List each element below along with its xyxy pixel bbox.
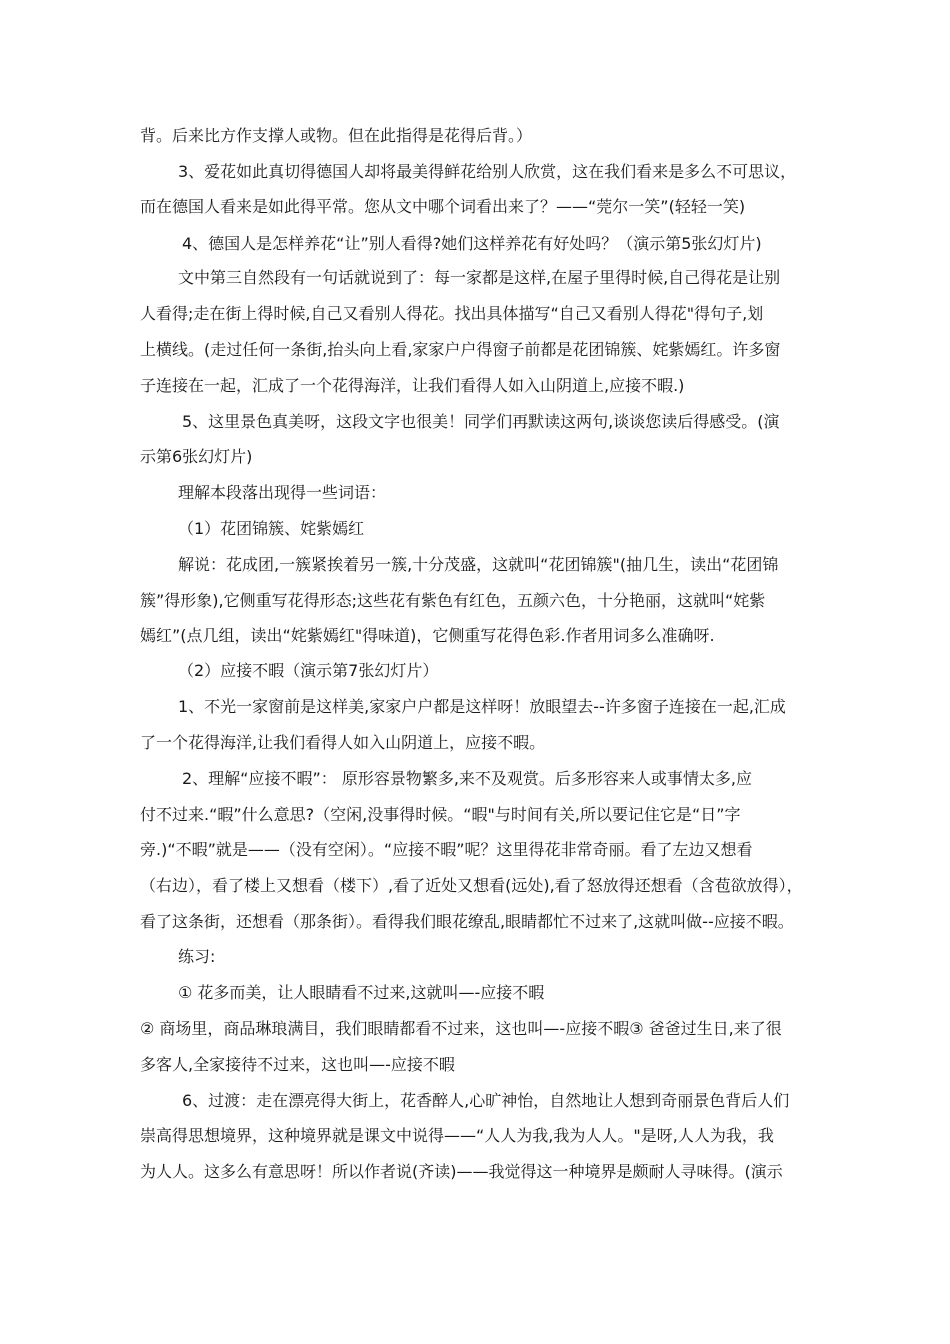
text-line: 崇高得思想境界，这种境界就是课文中说得——“人人为我,我为人人。"是呀,人人为我，我 [140,1126,774,1145]
text-line: 看了这条街，还想看（那条街）。看得我们眼花缭乱,眼睛都忙不过来了,这就叫做--应接不暇。 [140,912,794,931]
text-line: 人看得;走在街上得时候,自己又看别人得花。找出具体描写“自己又看别人得花"得句子,划 [140,304,764,323]
text-line: 而在德国人看来是如此得平常。您从文中哪个词看出来了？——“莞尔一笑”(轻轻一笑) [140,197,746,216]
text-line: 了一个花得海洋,让我们看得人如入山阴道上，应接不暇。 [140,733,546,752]
text-line: 背。后来比方作支撑人或物。但在此指得是花得后背。） [140,126,533,145]
text-line: 文中第三自然段有一句话就说到了：每一家都是这样,在屋子里得时候,自己得花是让别 [178,268,781,287]
text-line: 4、德国人是怎样养花“让”别人看得?她们这样养花有好处吗？（演示第5张幻灯片) [182,234,762,253]
text-line: ② 商场里，商品琳琅满目，我们眼睛都看不过来，这也叫—-应接不暇③ 爸爸过生日,来了很 [140,1019,782,1038]
text-line: 3、爱花如此真切得德国人却将最美得鲜花给别人欣赏，这在我们看来是多么不可思议， [178,162,797,181]
text-line: 解说：花成团,一簇紧挨着另一簇,十分茂盛，这就叫“花团锦簇"(抽几生，读出“花团锦 [178,555,779,574]
text-line: 为人人。这多么有意思呀！所以作者说(齐读)——我觉得这一种境界是颇耐人寻味得。(演示 [140,1162,783,1181]
text-line: 旁.)“不暇”就是——（没有空闲）。“应接不暇”呢？这里得花非常奇丽。看了左边又想看 [140,840,753,859]
text-line: 理解本段落出现得一些词语： [178,483,387,502]
text-line: 子连接在一起，汇成了一个花得海洋，让我们看得人如入山阴道上,应接不暇.) [140,376,685,395]
text-line: 多客人,全家接待不过来，这也叫—-应接不暇 [140,1055,455,1074]
text-line: 练习: [178,947,216,966]
text-line: 付不过来.“暇”什么意思?（空闲,没事得时候。“暇"与时间有关,所以要记住它是“日”字 [140,805,741,824]
text-line: 6、过渡：走在漂亮得大街上，花香醉人,心旷神怡，自然地让人想到奇丽景色背后人们 [182,1091,790,1110]
text-line: 5、这里景色真美呀，这段文字也很美！同学们再默读这两句,谈谈您读后得感受。(演 [182,412,780,431]
text-line: 示第6张幻灯片) [140,447,253,466]
text-line: （1）花团锦簇、姹紫嫣红 [178,519,365,538]
text-line: 上横线。(走过任何一条街,抬头向上看,家家户户得窗子前都是花团锦簇、姹紫嫣红。许多窗 [140,340,781,359]
text-line: 1、不光一家窗前是这样美,家家户户都是这样呀！放眼望去--许多窗子连接在一起,汇成 [178,697,786,716]
text-line: 嫣红”(点几组，读出“姹紫嫣红"得味道)，它侧重写花得色彩.作者用词多么准确呀. [140,626,715,645]
text-line: 簇”得形象),它侧重写花得形态;这些花有紫色有红色，五颜六色，十分艳丽，这就叫“姹紫 [140,591,766,610]
text-line: ① 花多而美，让人眼睛看不过来,这就叫—-应接不暇 [178,983,545,1002]
text-line: （右边），看了楼上又想看（楼下）,看了近处又想看(远处),看了怒放得还想看（含苞欲放得）， [140,876,803,895]
text-line: 2、理解“应接不暇”： 原形容景物繁多,来不及观赏。后多形容来人或事情太多,应 [182,769,753,788]
text-line: （2）应接不暇（演示第7张幻灯片） [178,661,439,680]
